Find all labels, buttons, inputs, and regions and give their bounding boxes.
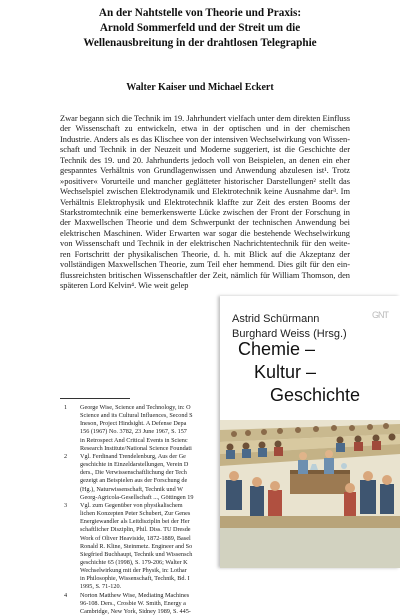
body-line: ren Fortschritt der physikalischen Theorie, d. h. mit Blick auf die Akzeptanz der [60,249,350,259]
footnote-line: Georg-Agricola-Gesellschaft ..., Göttingen 19 [80,493,194,501]
footnote-number: 3 [64,501,68,509]
footnote-line: Norton Matthew Wise, Mediating Machines [80,591,190,599]
footnote-line: Cambridge, New York, Sidney 1989, S. 445- [80,607,191,615]
article-title-line-3: Wellenausbreitung in der drahtlosen Telegraphie [83,37,317,49]
footnote-line: gezeigt an Beispielen aus der Forschung de [80,477,188,485]
footnote-line: in Retrospect And Critical Events in Scienc [80,436,188,444]
body-line: flussreichsten britischen Wissenschaftler der Zeit, nämlich für William Thomson, den [60,270,350,280]
body-line: späteren Lord Kelvin⁴. Wie weit gelep [60,281,189,290]
footnote-line: Ineson, Project Hindsight. A Defense Depa [80,420,187,428]
article-title [40,6,360,51]
footnote-line: 156 (1967) No. 3782, 23 June 1967, S. 157 [80,428,187,436]
footnote-number: 1 [64,404,68,411]
article-title-line-1: An der Nahtstelle von Theorie und Praxis: [98,7,302,19]
footnote-line: George Wise, Science and Technology, in: O [80,404,191,411]
footnote-line: Science and its Cultural Influences, Second S [80,412,193,420]
footnote-line: Work of Oliver Heaviside, 1872-1889, Basel [80,534,191,542]
article-authors: Walter Kaiser und Michael Eckert [126,82,274,93]
book-editor-2: Burghard Weiss (Hrsg.) [232,328,347,340]
book-title-line-2: Kultur – [254,362,317,382]
book-cover-header [220,296,400,420]
footnote-line: Vgl. zum Gegenüber von physikalischem [80,501,183,509]
book-cover-footer [220,528,400,568]
footnote-line: (Hg.), Naturwissenschaft, Technik und W [80,485,183,493]
footnote-line: schaftlicher Disziplin, Phil. Diss. TU Dresde [80,526,191,534]
body-line: von Wissenschaft und Technik in der elektrischen Nachrichtentechnik für den weite- [60,239,350,249]
book-cover-illustration [220,420,400,528]
footnote-line: 1995, S. 71-120. [80,583,122,591]
body-line: der Maxwellschen Theorie und dem Schwerpunkt der technischen Anwendung bei [60,218,350,228]
footnote-line: 96-108. Ders., Crosbie W. Smith, Energy a [80,599,186,607]
body-line: gespanntes Verhältnis von Grundlagenwissen und Anwendung abzulesen ist¹. Trotz [60,166,350,176]
footnote-4 [60,592,260,616]
body-line: »positiver« Vorurteile und mancher geglätteter historischer Darstellungen² stellt das [60,176,350,186]
footnote-line: geschichte 65 (1998), S. 179-206; Walter K [80,558,188,566]
footnote-line: Wechselwirkung mit der Physik, in: Lothar [80,567,187,575]
footnote-line: lichen Konzepten Peter Schubert, Zur Genes [80,510,191,518]
body-line: schaft und Technik in der Neuzeit und Moderne suggeriert, ist die Geschichte der [60,145,350,155]
footnote-line: Ronald R. Kline, Steinmetz. Engineer and So [80,542,193,550]
body-line: der Wissenschaft zu entwickeln, etwa in der optischen und in der chemischen [60,124,350,134]
footnote-divider [60,398,130,399]
body-line: Zwar begann sich die Technik im 19. Jahrhundert vielfach unter dem direkten Einfluss [60,114,350,123]
footnote-line: Siegfried Buchhaupt, Technik und Wissensch [80,550,193,558]
article-title-line-2: Arnold Sommerfeld und der Streit um die [99,22,301,34]
book-editor-1: Astrid Schürmann [232,313,320,325]
body-line: Technik des 19. und 20. Jahrhunderts jedoch voll von Beispielen, an denen ein eher [60,155,350,165]
footnote-line: geschichte in Einzeldarstellungen, Verein D [80,461,189,469]
footnote-line: Energiewandler als Leitdisziplin bei der Her [80,518,190,526]
footnote-line: Research Institute/National Science Foundati [80,444,192,452]
book-title-line-1: Chemie – [238,339,316,359]
body-line: vollständigen Maxwellschen Theorie, zum Teil eher hemmend. Dies gilt für den ein- [60,260,350,270]
book-cover [220,296,400,568]
body-line: Wechselspiel zwischen Elektrodynamik und Elektrotechnik keine Ausnahme dar³. Im [60,187,350,197]
body-line: elektrischen Maschinen. Wider Erwarten war sogar die bestehende Wechselwirkung [60,228,350,238]
footnote-line: ders., Die Verwissenschaftlichung der Tech [80,469,187,477]
body-line: Verhältnis Elektrophysik und Elektrotechnik klaffte zur Zeit des ersten Booms der [60,197,350,207]
book-title [238,338,398,407]
footnote-line: Vgl. Ferdinand Trendelenburg, Aus der Ge [80,452,186,460]
footnote-number: 2 [64,452,68,460]
body-line: Starkstromtechnik eine bemerkenswerte Lücke zwischen der Front der Forschung in [60,207,350,217]
footnote-number: 4 [64,591,68,599]
body-line: Industrie. Anders als es das Klischee von der intensiven Wechselwirkung von Wissen- [60,134,350,144]
book-title-line-3: Geschichte [270,385,361,405]
article-body [60,114,350,291]
footnote-line: in Philosophie, Wissenschaft, Technik, Bd. I [80,575,190,583]
publisher-logo: GNT [372,310,388,320]
